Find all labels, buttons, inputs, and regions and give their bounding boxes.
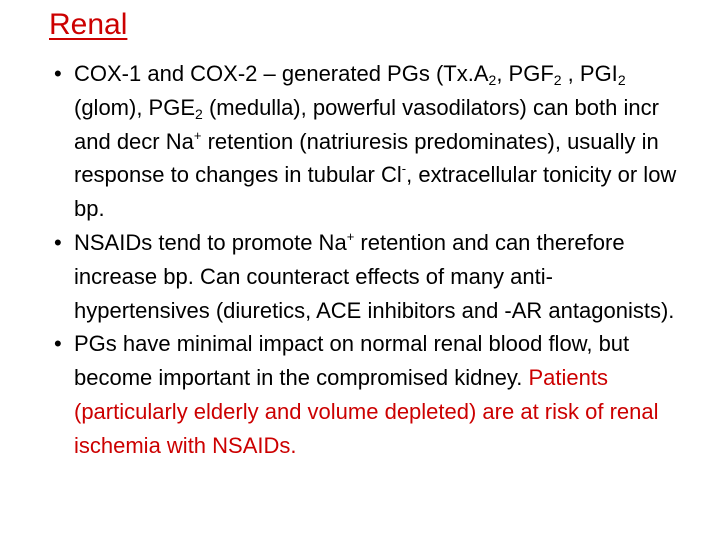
slide-title: Renal (49, 8, 128, 41)
bullet-text: , PGF (496, 61, 554, 86)
bullet-dot-icon: • (54, 331, 62, 357)
bullet-text: COX-1 and COX-2 – generated PGs (Tx.A (74, 61, 489, 86)
bullet-text: NSAIDs tend to promote Na (74, 229, 347, 255)
subscript: 2 (617, 72, 626, 88)
bullet-item-cox (48, 57, 688, 226)
subscript: 2 (195, 105, 203, 122)
bullet-dot-icon: • (54, 229, 62, 255)
bullet-text: (medulla), powerful vasodilators) can both incr and decr Na (74, 94, 659, 154)
highlighted-warning-text: Patients (particularly elderly and volume depleted) are at risk of renal ischemia with NSAIDs. (74, 365, 659, 458)
superscript: + (346, 228, 355, 244)
subscript: 2 (553, 72, 562, 88)
bullet-item-nsaids (48, 226, 688, 327)
bullet-text: , PGI (561, 61, 618, 86)
bullet-text: retention and can therefore increase bp. Can counteract effects of many anti-hypertensives (diuretics, ACE inhibitors and -AR antagonists). (74, 229, 675, 323)
bullet-list (48, 57, 688, 463)
bullet-dot-icon: • (54, 61, 62, 86)
bullet-text: , extracellular tonicity or low bp. (74, 162, 677, 222)
superscript: - (401, 161, 407, 177)
bullet-item-pgs (48, 327, 688, 462)
bullet-text: PGs have minimal impact on normal renal blood flow, but become important in the compromised kidney. (74, 331, 630, 391)
bullet-text: (glom), PGE (74, 94, 196, 120)
subscript: 2 (488, 72, 497, 88)
superscript: + (193, 127, 202, 143)
bullet-text: retention (natriuresis predominates), usually in response to changes in tubular Cl (74, 128, 659, 188)
